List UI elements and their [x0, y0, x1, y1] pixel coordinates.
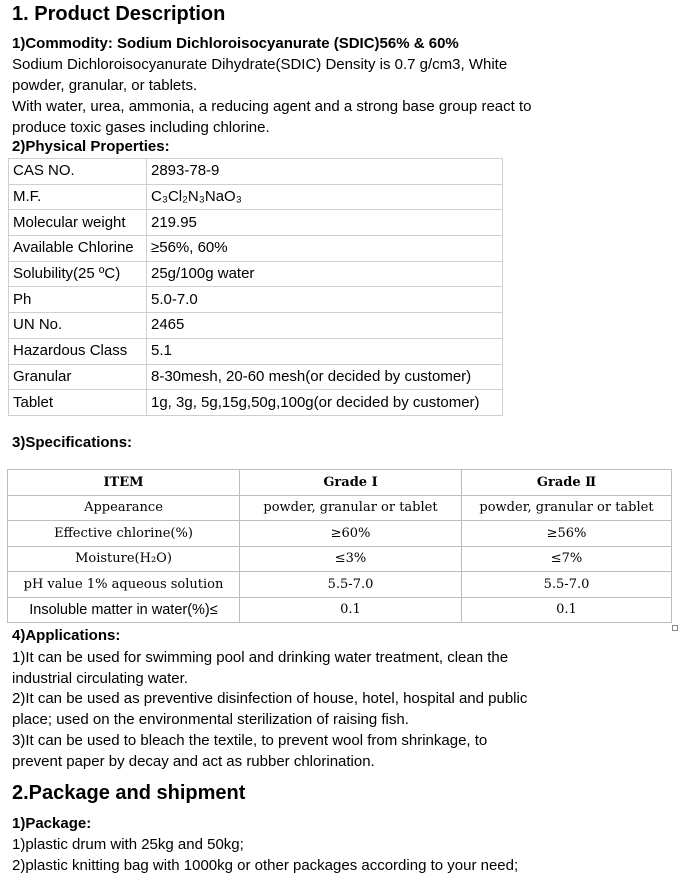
spec-grade-1: 0.1 — [240, 597, 462, 623]
property-value: 1g, 3g, 5g,15g,50g,100g(or decided by customer) — [147, 390, 503, 416]
spec-grade-2: 5.5-7.0 — [462, 572, 672, 598]
table-row — [9, 364, 503, 390]
column-header: ITEM — [8, 470, 240, 496]
property-name: Ph — [9, 287, 147, 313]
description-line: powder, granular, or tablets. — [12, 77, 198, 94]
section-title: 2.Package and shipment — [12, 782, 246, 804]
property-value: ≥56%, 60% — [147, 236, 503, 262]
applications-line: place; used on the environmental sterilization of raising fish. — [12, 711, 409, 728]
applications-line: prevent paper by decay and act as rubber chlorination. — [12, 753, 375, 770]
spec-grade-2: 0.1 — [462, 597, 672, 623]
table-row — [9, 390, 503, 416]
commodity-heading: 1)Commodity: Sodium Dichloroisocyanurate (SDIC)56% & 60% — [12, 35, 459, 52]
table-row — [9, 210, 503, 236]
property-name: UN No. — [9, 313, 147, 339]
table-resize-handle — [672, 625, 678, 631]
applications-line: 2)It can be used as preventive disinfection of house, hotel, hospital and public — [12, 690, 528, 707]
table-row — [8, 546, 672, 572]
table-row — [9, 184, 503, 210]
property-name: Hazardous Class — [9, 338, 147, 364]
column-header: Grade Ⅱ — [462, 470, 672, 496]
spec-grade-1: powder, granular or tablet — [240, 495, 462, 521]
property-name: Available Chlorine — [9, 236, 147, 262]
spec-item: Appearance — [8, 495, 240, 521]
description-line: produce toxic gases including chlorine. — [12, 119, 270, 136]
property-name: Molecular weight — [9, 210, 147, 236]
spec-item: Moisture(H₂O) — [8, 546, 240, 572]
table-row — [9, 313, 503, 339]
property-value: 5.0-7.0 — [147, 287, 503, 313]
property-name: M.F. — [9, 184, 147, 210]
applications-line: 3)It can be used to bleach the textile, to prevent wool from shrinkage, to — [12, 732, 488, 749]
spec-grade-2: powder, granular or tablet — [462, 495, 672, 521]
table-row — [9, 159, 503, 185]
property-value: 8-30mesh, 20-60 mesh(or decided by customer) — [147, 364, 503, 390]
property-name: Solubility(25 ºC) — [9, 261, 147, 287]
physical-properties-table — [8, 158, 503, 416]
property-value: 219.95 — [147, 210, 503, 236]
property-value: 2465 — [147, 313, 503, 339]
property-value: 2893-78-9 — [147, 159, 503, 185]
property-name: CAS NO. — [9, 159, 147, 185]
package-line: 2)plastic knitting bag with 1000kg or other packages according to your need; — [12, 857, 519, 874]
table-row — [8, 521, 672, 547]
table-row — [9, 261, 503, 287]
column-header: Grade I — [240, 470, 462, 496]
specifications-table — [7, 469, 672, 623]
table-row — [9, 287, 503, 313]
property-name: Tablet — [9, 390, 147, 416]
package-line: 1)plastic drum with 25kg and 50kg; — [12, 836, 244, 853]
physical-properties-heading: 2)Physical Properties: — [12, 138, 170, 155]
table-row — [8, 597, 672, 623]
section-title: 1. Product Description — [12, 3, 226, 25]
applications-line: industrial circulating water. — [12, 670, 188, 687]
spec-grade-2: ≤7% — [462, 546, 672, 572]
spec-item: pH value 1% aqueous solution — [8, 572, 240, 598]
spec-item: Effective chlorine(%) — [8, 521, 240, 547]
table-row — [8, 495, 672, 521]
property-name: Granular — [9, 364, 147, 390]
spec-grade-1: 5.5-7.0 — [240, 572, 462, 598]
spec-grade-1: ≥60% — [240, 521, 462, 547]
spec-grade-1: ≤3% — [240, 546, 462, 572]
applications-heading: 4)Applications: — [12, 627, 121, 644]
description-line: Sodium Dichloroisocyanurate Dihydrate(SDIC) Density is 0.7 g/cm3, White — [12, 56, 508, 73]
specifications-heading: 3)Specifications: — [12, 434, 133, 451]
property-value: C₃Cl₂N₃NaO₃ — [147, 184, 503, 210]
property-value: 25g/100g water — [147, 261, 503, 287]
spec-item: Insoluble matter in water(%)≤ — [8, 597, 240, 623]
table-row — [9, 236, 503, 262]
property-value: 5.1 — [147, 338, 503, 364]
package-heading: 1)Package: — [12, 815, 92, 832]
applications-line: 1)It can be used for swimming pool and drinking water treatment, clean the — [12, 649, 509, 666]
table-row — [8, 572, 672, 598]
table-header-row — [8, 470, 672, 496]
table-row — [9, 338, 503, 364]
spec-grade-2: ≥56% — [462, 521, 672, 547]
description-line: With water, urea, ammonia, a reducing agent and a strong base group react to — [12, 98, 532, 115]
